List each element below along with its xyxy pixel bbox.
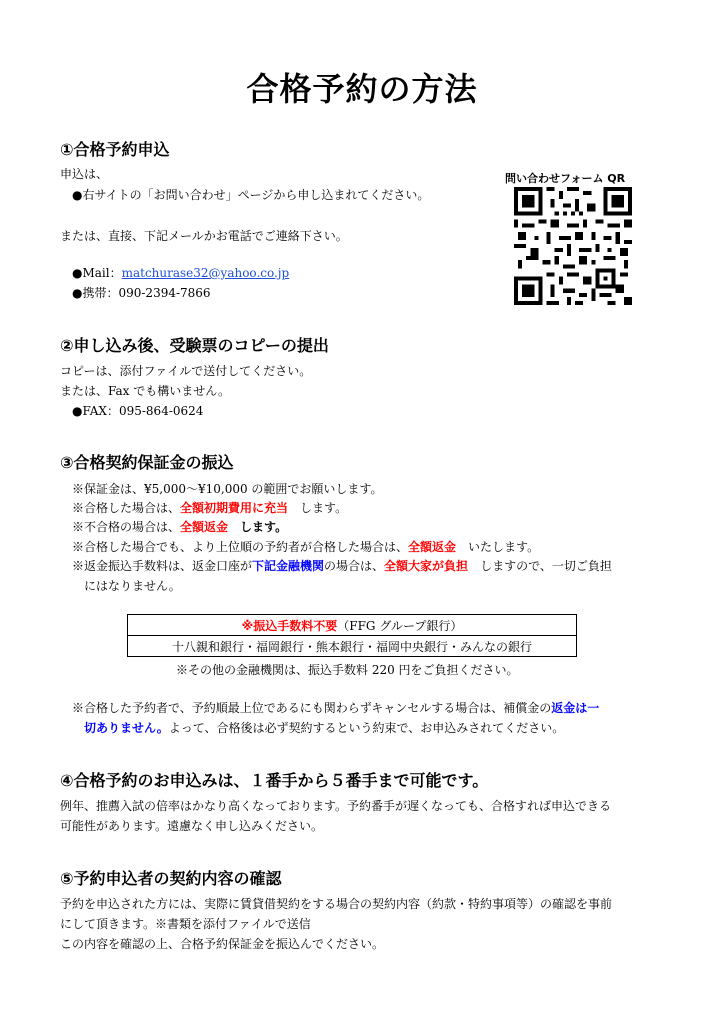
fail-case-text: [72, 517, 287, 537]
section1-heading: ①合格予約申込: [60, 140, 170, 159]
page-title: 合格予約の方法: [246, 70, 478, 108]
section5-line1: 予約を申込された方には、実際に賃貸借契約をする場合の契約内容（約款・特約事項等）の確認を事前: [60, 897, 613, 911]
cancellation-suffix: よって、合格後は必ず契約するという約束で、お申込みされてください。: [168, 721, 565, 735]
section1-phone: ●携帯：090-2394-7866: [72, 286, 211, 300]
section5-line2: にして頂きます。※書類を添付ファイルで送信: [60, 917, 311, 931]
bank-table-header-cell: [128, 615, 577, 636]
fail-case-suffix: します。: [228, 520, 288, 534]
pass-case-text: [72, 498, 347, 518]
higher-rank-case-text: [72, 537, 539, 557]
section2-line2: または、Fax でも構いません。: [60, 384, 230, 398]
refund-fee-owner-highlight: 全額大家が負担: [384, 559, 469, 573]
qr-code-image[interactable]: [514, 187, 632, 305]
cancellation-text: [72, 698, 599, 718]
qr-label: 問い合わせフォーム QR: [505, 172, 626, 185]
section4-line2: 可能性があります。遠慮なく申し込みください。: [60, 819, 324, 833]
bank-list-cell: 十八親和銀行・福岡銀行・熊本銀行・福岡中央銀行・みんなの銀行: [128, 636, 577, 657]
section5-line3: この内容を確認の上、合格予約保証金を振込んでください。: [60, 937, 385, 951]
section1-intro: 申込は、: [60, 167, 109, 181]
section2-line1: コピーは、添付ファイルで送付してください。: [60, 364, 312, 378]
pass-case-highlight: 全額初期費用に充当: [180, 501, 289, 515]
refund-fee-bank-highlight: 下記金融機関: [252, 559, 325, 573]
higher-rank-highlight: 全額返金: [408, 540, 457, 554]
mail-label: ●Mail：: [72, 266, 122, 280]
section4-line1: 例年、推薦入試の倍率はかなり高くなっております。予約番手が遅くなっても、合格すれば申込できる: [60, 799, 612, 813]
section1-mail-line: [72, 263, 289, 283]
bank-table: [127, 614, 577, 657]
section3-heading: ③合格契約保証金の振込: [60, 453, 234, 472]
section2-fax: ●FAX：095-864-0624: [72, 404, 204, 418]
bank-table-row: [128, 636, 577, 657]
higher-rank-suffix: いたします。: [456, 540, 540, 554]
higher-rank-prefix: ※合格した場合でも、より上位順の予約者が合格した場合は、: [72, 540, 409, 554]
mail-link[interactable]: matchurase32@yahoo.co.jp: [121, 266, 290, 280]
fail-case-highlight: 全額返金: [180, 520, 229, 534]
cancellation-text-continuation: [84, 718, 564, 738]
refund-fee-mid: の場合は、: [324, 559, 385, 573]
refund-fee-suffix: しますので、一切ご負担: [468, 559, 612, 573]
pass-case-prefix: ※合格した場合は、: [72, 501, 181, 515]
section5-heading: ⑤予約申込者の契約内容の確認: [60, 869, 282, 888]
deposit-range-text: ※保証金は、¥5,000～¥10,000 の範囲でお願いします。: [72, 482, 383, 496]
bank-group-label: （FFG グループ銀行）: [337, 618, 463, 633]
cancellation-highlight-1: 返金は一: [551, 701, 600, 715]
section2-heading: ②申し込み後、受験票のコピーの提出: [60, 336, 329, 355]
no-fee-label: ※振込手数料不要: [241, 618, 338, 633]
pass-case-suffix: します。: [288, 501, 348, 515]
bank-table-header-row: [128, 615, 577, 636]
section4-heading: ④合格予約のお申込みは、１番手から５番手まで可能です。: [60, 771, 489, 790]
cancellation-prefix: ※合格した予約者で、予約順最上位であるにも関わらずキャンセルする場合は、補償金の: [72, 701, 552, 715]
refund-fee-text: [72, 556, 612, 576]
refund-fee-continuation: にはなりません。: [84, 579, 181, 593]
fail-case-prefix: ※不合格の場合は、: [72, 520, 181, 534]
other-bank-fee-note: ※その他の金融機関は、振込手数料 220 円をご負担ください。: [176, 663, 519, 677]
cancellation-highlight-2: 切ありません。: [84, 721, 169, 735]
refund-fee-prefix: ※返金振込手数料は、返金口座が: [72, 559, 253, 573]
section1-direct-contact-text: または、直接、下記メールかお電話でご連絡下さい。: [60, 229, 348, 243]
section1-bullet-contact-page: ●右サイトの「お問い合わせ」ページから申し込まれてください。: [72, 188, 430, 202]
